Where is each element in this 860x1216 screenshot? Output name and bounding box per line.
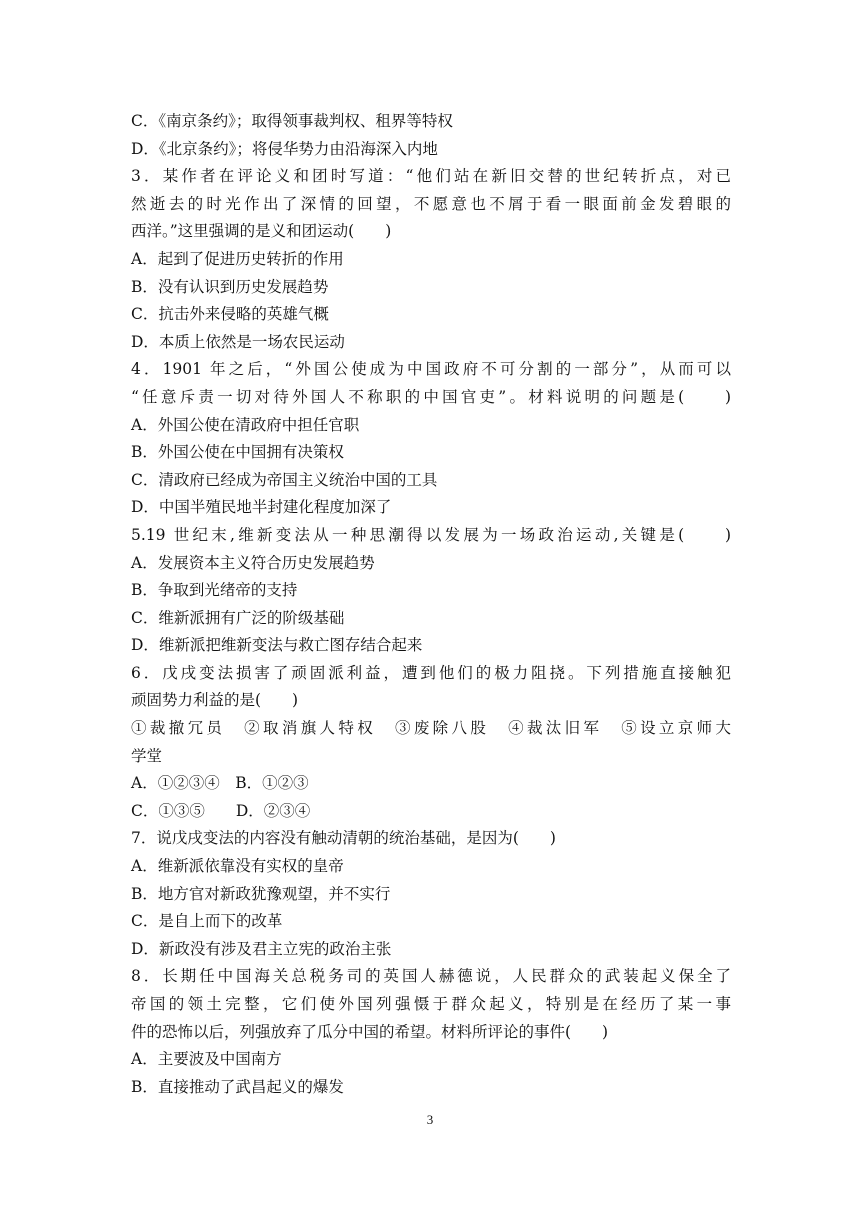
text-line: ①裁撤冗员 ②取消旗人特权 ③废除八股 ④裁汰旧军 ⑤设立京师大 (131, 719, 731, 738)
text-line: 8．长期任中国海关总税务司的英国人赫德说，人民群众的武装起义保全了 (131, 967, 731, 986)
text-line: “任意斥责一切对待外国人不称职的中国官吏”。材料说明的问题是( ) (131, 387, 731, 406)
text-line: B．直接推动了武昌起义的爆发 (131, 1077, 344, 1096)
text-line: C．维新派拥有广泛的阶级基础 (131, 608, 345, 627)
text-line: 5.19 世纪末,维新变法从一种思潮得以发展为一场政治运动,关键是( ) (131, 525, 731, 544)
text-line: B．外国公使在中国拥有决策权 (131, 443, 344, 462)
page-number: 3 (426, 1112, 434, 1127)
text-line: C．①③⑤ D．②③④ (131, 801, 311, 820)
text-line: B．争取到光绪帝的支持 (131, 581, 298, 600)
text-line: 顽固势力利益的是( ) (131, 691, 299, 710)
text-line: A．外国公使在清政府中担任官职 (131, 415, 360, 434)
text-line: D．维新派把维新变法与救亡图存结合起来 (131, 636, 423, 655)
text-line: B．地方官对新政犹豫观望，并不实行 (131, 884, 391, 903)
text-line: C．是自上而下的改革 (131, 912, 283, 931)
text-line: 6．戊戌变法损害了顽固派利益，遭到他们的极力阻挠。下列措施直接触犯 (131, 663, 731, 682)
text-line: A．主要波及中国南方 (131, 1050, 282, 1069)
text-line: 3．某作者在评论义和团时写道：“他们站在新旧交替的世纪转折点，对已 (131, 167, 731, 186)
text-line: C．《南京条约》；取得领事裁判权、租界等特权 (131, 112, 453, 130)
text-line: C．清政府已经成为帝国主义统治中国的工具 (131, 470, 438, 489)
text-line: 然逝去的时光作出了深情的回望，不愿意也不屑于看一眼面前金发碧眼的 (131, 194, 731, 213)
text-line: 学堂 (131, 746, 163, 765)
text-line: A．发展资本主义符合历史发展趋势 (131, 553, 375, 572)
text-line: A．起到了促进历史转折的作用 (131, 249, 344, 268)
text-line: 4．1901 年之后，“外国公使成为中国政府不可分割的一部分”，从而可以 (131, 360, 731, 379)
text-line: 帝国的领土完整，它们使外国列强慑于群众起义，特别是在经历了某一事 (131, 995, 731, 1013)
text-line: D．本质上依然是一场农民运动 (131, 332, 345, 351)
text-line: C．抗击外来侵略的英雄气概 (131, 305, 329, 324)
text-line: 件的恐怖以后，列强放弃了瓜分中国的希望。材料所评论的事件( ) (131, 1022, 609, 1041)
text-line: B．没有认识到历史发展趋势 (131, 277, 329, 296)
text-line: D．中国半殖民地半封建化程度加深了 (131, 498, 392, 517)
text-line: 西洋。”这里强调的是义和团运动( ) (131, 222, 392, 241)
text-line: A．维新派依靠没有实权的皇帝 (131, 857, 344, 876)
text-line: A．①②③④ B．①②③ (131, 774, 309, 793)
text-line: 7．说戊戌变法的内容没有触动清朝的统治基础，是因为( ) (131, 829, 556, 848)
text-line: D．新政没有涉及君主立宪的政治主张 (131, 939, 392, 958)
question-text (131, 108, 731, 1101)
text-line: D．《北京条约》；将侵华势力由沿海深入内地 (131, 139, 438, 158)
